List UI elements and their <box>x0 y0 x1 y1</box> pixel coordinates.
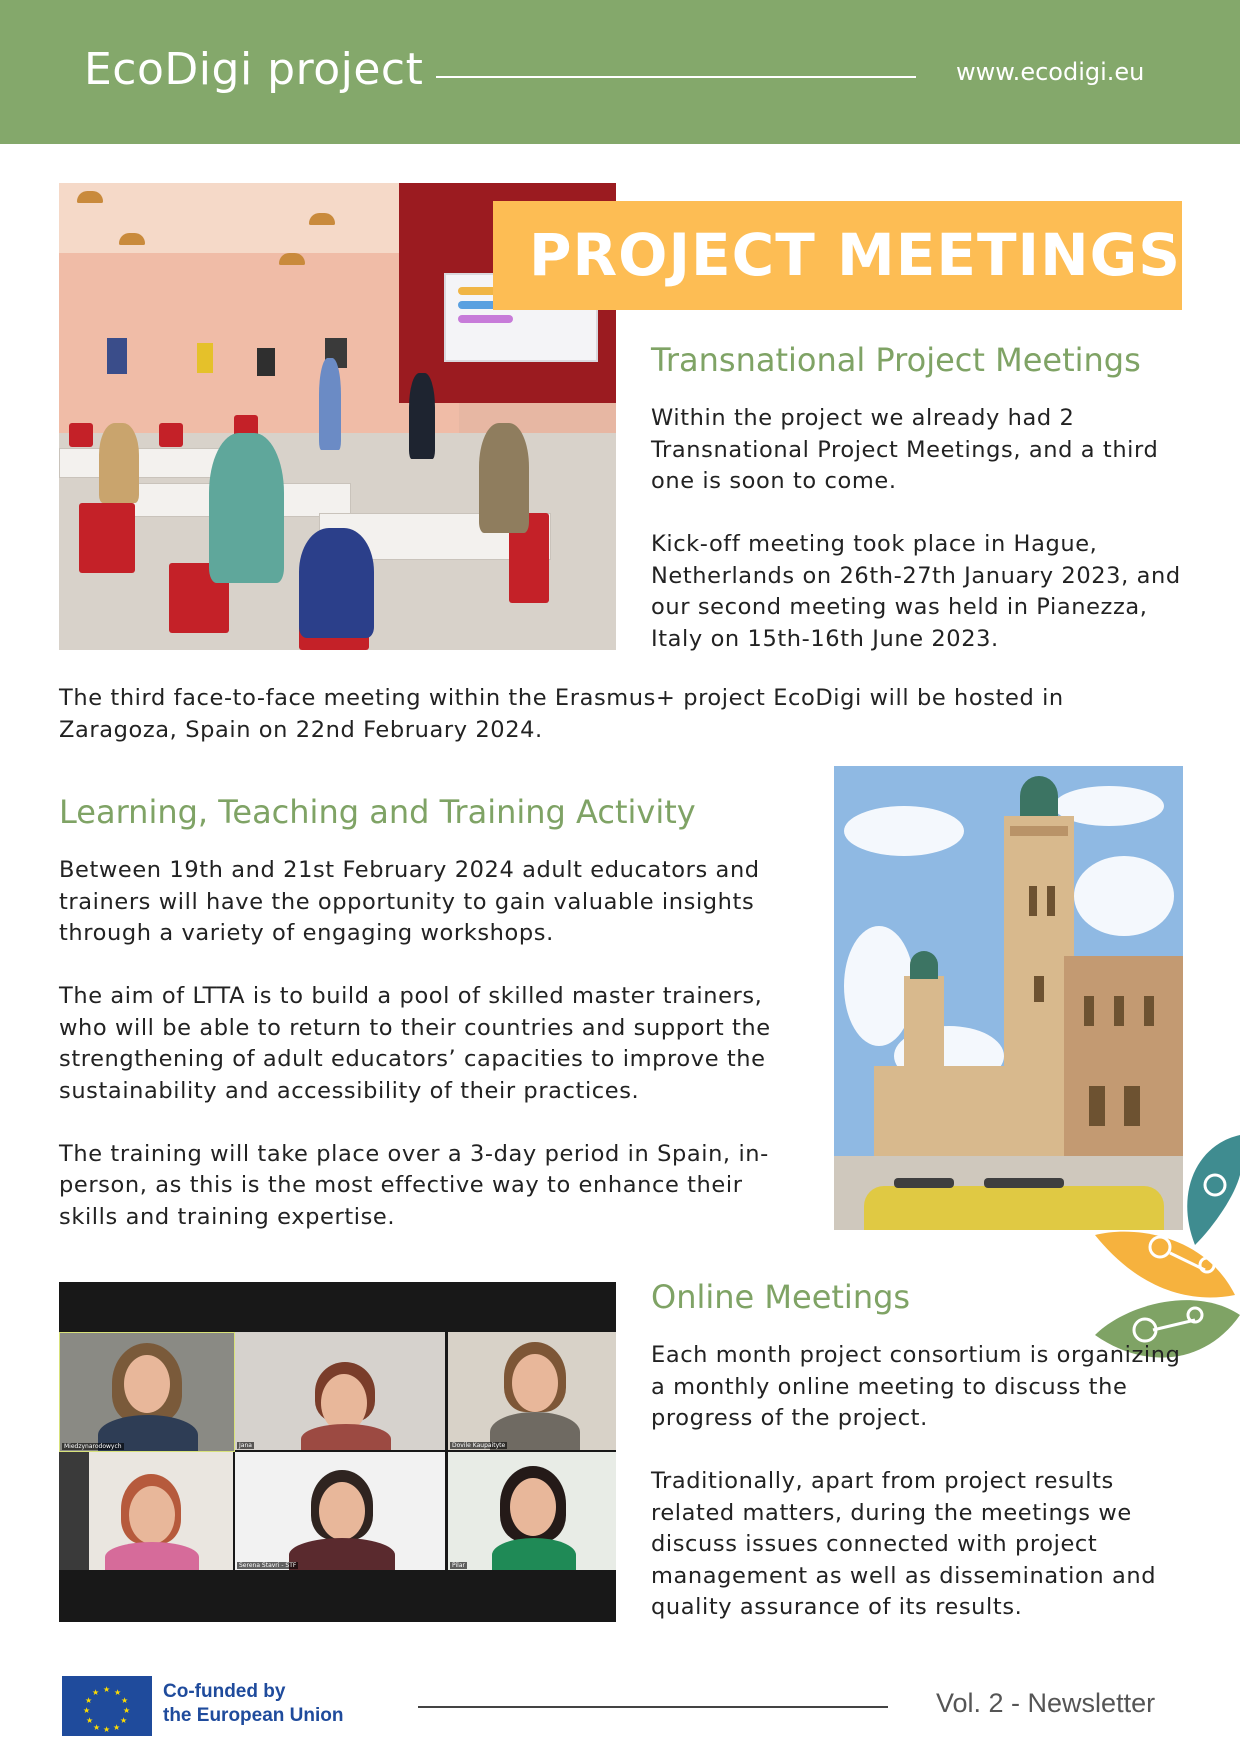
eu-funding-line2: the European Union <box>163 1705 344 1726</box>
transnational-text <box>651 403 1191 655</box>
eu-funding-label <box>163 1680 344 1728</box>
online-heading: Online Meetings <box>651 1278 911 1316</box>
video-tile <box>448 1332 616 1450</box>
video-tile <box>235 1452 445 1570</box>
online-paragraph: Each month project consortium is organizing a monthly online meeting to discuss the progress of the project. <box>651 1342 1181 1431</box>
newsletter-volume: Vol. 2 - Newsletter <box>936 1688 1156 1718</box>
participant-label: Pilar <box>452 1562 465 1569</box>
header-title: EcoDigi project <box>84 44 424 95</box>
decorative-leaves-icon <box>1095 1135 1240 1370</box>
header-url[interactable]: www.ecodigi.eu <box>956 58 1145 86</box>
ltta-paragraph: Between 19th and 21st February 2024 adult educators and trainers will have the opportunity to gain valuable insights through a variety of engaging workshops. <box>59 857 760 946</box>
participant-label: Miedzynarodowych <box>64 1443 122 1450</box>
transnational-heading: Transnational Project Meetings <box>651 341 1141 379</box>
video-tile <box>448 1452 616 1570</box>
transnational-paragraph: Within the project we already had 2 Transnational Project Meetings, and a third one is soon to come. <box>651 405 1159 494</box>
header-divider <box>436 76 916 78</box>
ltta-paragraph: The training will take place over a 3-day period in Spain, in-person, as this is the most effective way to enhance their skills and training expertise. <box>59 1140 769 1230</box>
online-meeting-screenshot <box>59 1282 616 1622</box>
ltta-heading: Learning, Teaching and Training Activity <box>59 793 696 831</box>
online-paragraph: Traditionally, apart from project results related matters, during the meetings we discuss issues connected with project management as well as dissemination and quality assurance of its results. <box>651 1468 1157 1620</box>
video-tile <box>235 1332 445 1450</box>
page-header <box>0 0 1240 144</box>
third-meeting-text: The third face-to-face meeting within the Erasmus+ project EcoDigi will be hosted in Zaragoza, Spain on 22nd February 2024. <box>59 685 1064 743</box>
participant-label: Serena Stavri - STF <box>239 1562 297 1569</box>
video-tile <box>59 1332 235 1452</box>
eu-flag-icon: ★ ★ ★ ★ ★ ★ ★ ★ ★ ★ ★ ★ <box>62 1676 152 1736</box>
section-banner <box>493 201 1182 310</box>
ltta-text <box>59 855 789 1233</box>
eu-funding-line1: Co-funded by <box>163 1681 286 1702</box>
footer-divider <box>418 1706 888 1708</box>
transnational-paragraph: Kick-off meeting took place in Hague, Netherlands on 26th-27th January 2023, and our second meeting was held in Pianezza, Italy on 15th-16th June 2023. <box>651 531 1181 652</box>
video-tile <box>59 1452 233 1570</box>
banner-title: PROJECT MEETINGS <box>529 221 1182 289</box>
participant-label: Dovile Kaupaityte <box>452 1442 506 1449</box>
ltta-paragraph: The aim of LTTA is to build a pool of skilled master trainers, who will be able to return to their countries and support the strengthening of adult educators’ capacities to improve the sustainability and accessibility of their practices. <box>59 983 771 1104</box>
online-text <box>651 1340 1191 1624</box>
participant-label: Jana <box>239 1442 252 1449</box>
